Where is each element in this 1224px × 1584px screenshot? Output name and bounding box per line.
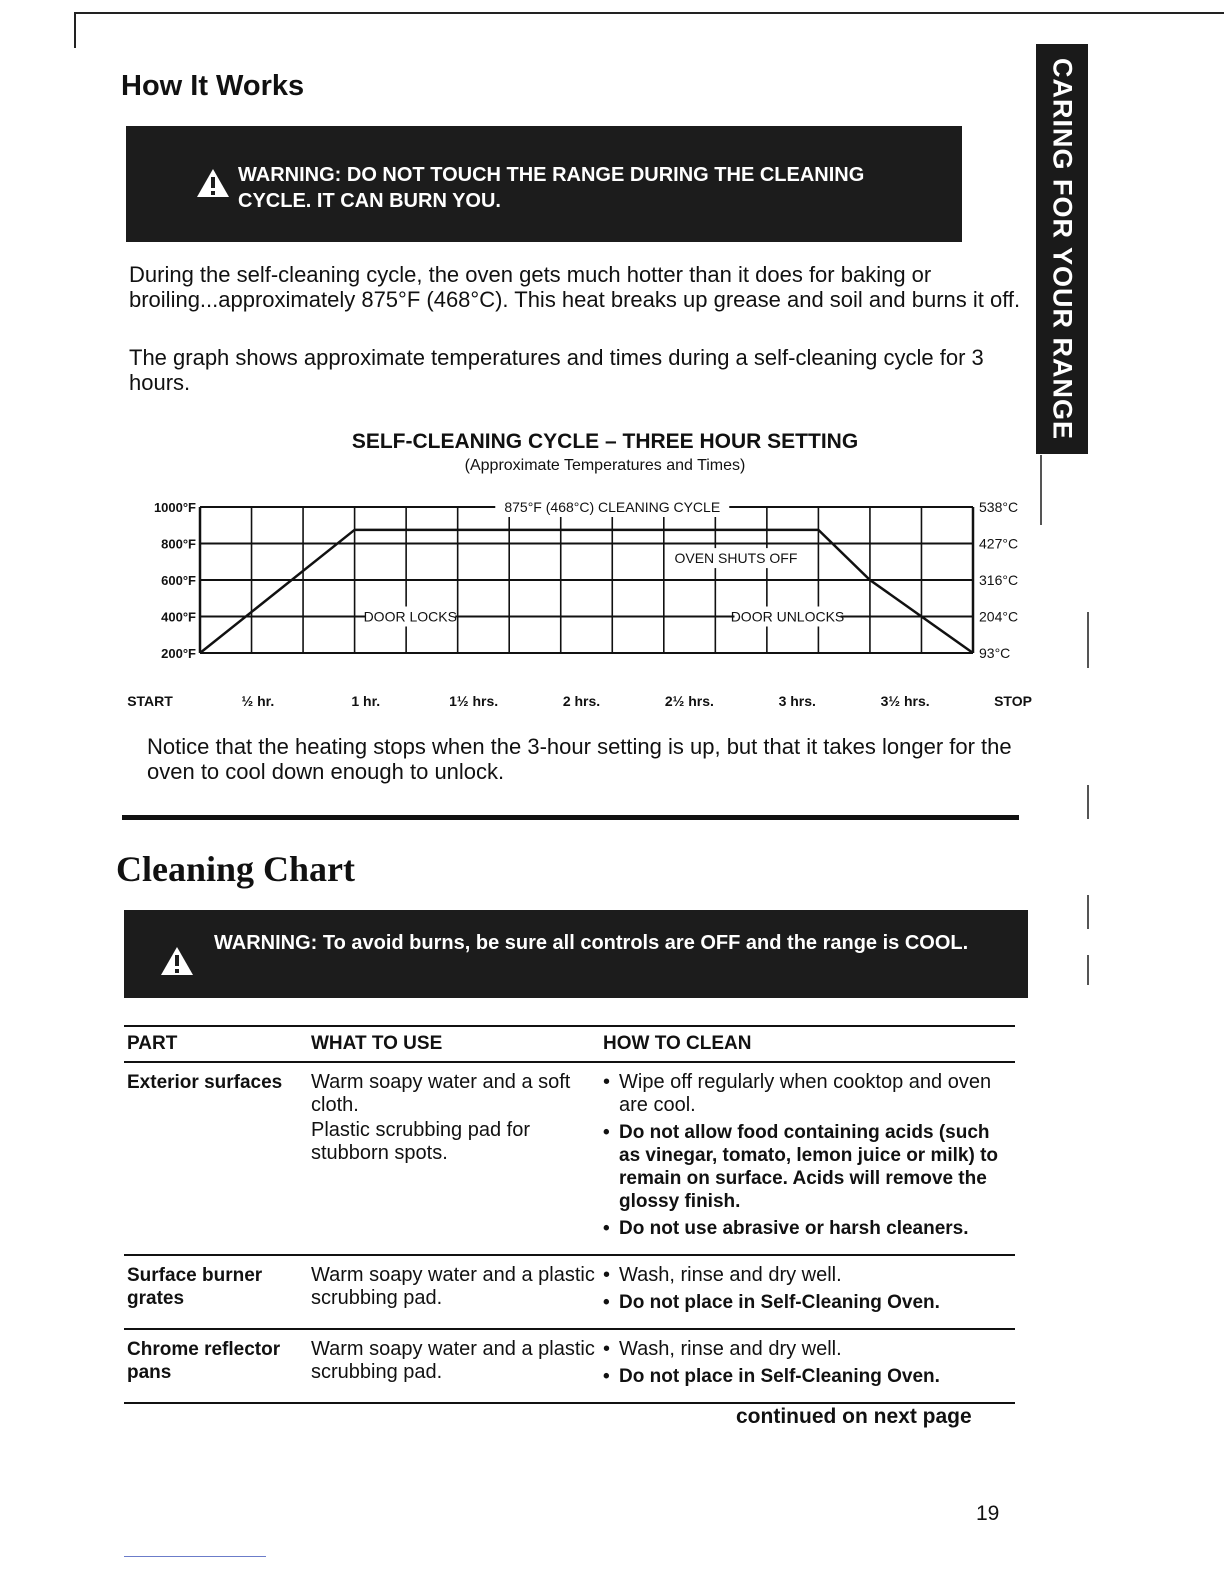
annotation-label: DOOR UNLOCKS [730,608,845,625]
margin-mark [1040,455,1042,525]
x-tick-label: 2½ hrs. [664,693,714,709]
margin-mark [1087,785,1089,819]
temperature-chart [125,495,1032,720]
body-paragraph: The graph shows approximate temperatures and times during a self-cleaning cycle for 3 hours. [129,345,984,395]
page-number: 19 [976,1502,1000,1525]
y-tick-label-right: 204°C [979,608,1019,625]
column-header: HOW TO CLEAN [600,1026,1015,1062]
table-row [124,1329,1015,1403]
use-cell [308,1062,600,1255]
side-tab-label: CARING FOR YOUR RANGE [1047,57,1078,441]
y-tick-label-left: 1000°F [153,500,196,515]
bottom-line [124,1556,266,1557]
margin-mark [1087,895,1089,929]
section-title-how-it-works: How It Works [121,70,305,102]
chart-note: Notice that the heating stops when the 3-hour setting is up, but that it takes longer for the oven to cool down enough to unlock. [147,734,1012,784]
how-item: • Do not place in Self-Cleaning Oven. [603,1291,1012,1314]
how-item: • Wash, rinse and dry well. [603,1338,1012,1361]
margin-mark [1087,612,1089,668]
use-cell [308,1329,600,1403]
how-item: • Wash, rinse and dry well. [603,1264,1012,1287]
x-tick-label: 3½ hrs. [880,693,930,709]
top-rule [74,12,1224,14]
use-text: Warm soapy water and a plastic scrubbing pad. [311,1338,595,1383]
y-tick-label-left: 400°F [161,609,196,625]
y-tick-label-right: 538°C [979,499,1019,515]
section-title-cleaning-chart: Cleaning Chart [116,849,356,889]
how-cell [600,1062,1015,1255]
column-header: WHAT TO USE [308,1026,600,1062]
y-tick-label-left: 800°F [161,536,196,552]
use-cell [308,1255,600,1329]
part-cell: Surface burner grates [124,1255,308,1329]
y-tick-label-left: 200°F [161,646,196,661]
use-text: Plastic scrubbing pad for stubborn spots. [311,1119,531,1164]
how-cell [600,1255,1015,1329]
how-item: • Do not place in Self-Cleaning Oven. [603,1365,1012,1388]
chart-subtitle: (Approximate Temperatures and Times) [464,457,746,474]
warning-text: WARNING: To avoid burns, be sure all controls are OFF and the range is COOL. [214,932,969,954]
side-tab [1036,44,1088,454]
left-tick [74,12,76,48]
section-divider [122,815,1019,820]
margin-mark [1087,955,1089,985]
x-tick-label: 1 hr. [351,693,381,709]
y-tick-label-right: 427°C [979,535,1019,552]
table-row [124,1255,1015,1329]
annotation-label: DOOR LOCKS [363,608,457,625]
x-tick-label: STOP [994,693,1032,709]
y-tick-label-right: 316°C [979,572,1019,588]
continued-note: continued on next page [736,1405,972,1428]
x-tick-label: 1½ hrs. [449,693,499,709]
table-row [124,1062,1015,1255]
part-cell: Exterior surfaces [124,1062,308,1255]
warning-box-cleaning-cycle [126,126,962,242]
warning-text: WARNING: DO NOT TOUCH THE RANGE DURING THE CLEANING CYCLE. IT CAN BURN YOU. [238,164,865,212]
temperature-line [200,530,973,653]
warning-icon [160,946,194,976]
how-item: • Do not use abrasive or harsh cleaners. [603,1217,1012,1240]
part-cell: Chrome reflector pans [124,1329,308,1403]
x-tick-label: ½ hr. [241,693,275,709]
use-text: Warm soapy water and a soft cloth. [311,1071,571,1116]
how-cell [600,1329,1015,1403]
warning-icon [196,168,230,198]
how-item: • Do not allow food containing acids (such as vinegar, tomato, lemon juice or milk) to remain on surface. Acids will remove the glossy finish. [603,1121,1012,1213]
warning-box-burns [124,910,1028,998]
y-tick-label-left: 600°F [161,573,196,588]
cleaning-table [124,1025,1015,1404]
annotation-label: OVEN SHUTS OFF [674,550,798,567]
table-header-row [124,1026,1015,1062]
x-tick-label: START [127,693,173,709]
how-item: • Wipe off regularly when cooktop and oven are cool. [603,1071,1012,1117]
body-paragraph: During the self-cleaning cycle, the oven gets much hotter than it does for baking or broiling...approximately 875°F (468°C). This heat breaks up grease and soil and burns it off. [129,262,1021,312]
chart-title: SELF-CLEANING CYCLE – THREE HOUR SETTING [351,430,859,453]
x-tick-label: 2 hrs. [562,693,601,709]
column-header: PART [124,1026,308,1062]
x-tick-label: 3 hrs. [778,693,816,709]
y-tick-label-right: 93°C [979,645,1011,661]
use-text: Warm soapy water and a plastic scrubbing pad. [311,1264,595,1309]
annotation-label: 875°F (468°C) CLEANING CYCLE [504,499,721,515]
